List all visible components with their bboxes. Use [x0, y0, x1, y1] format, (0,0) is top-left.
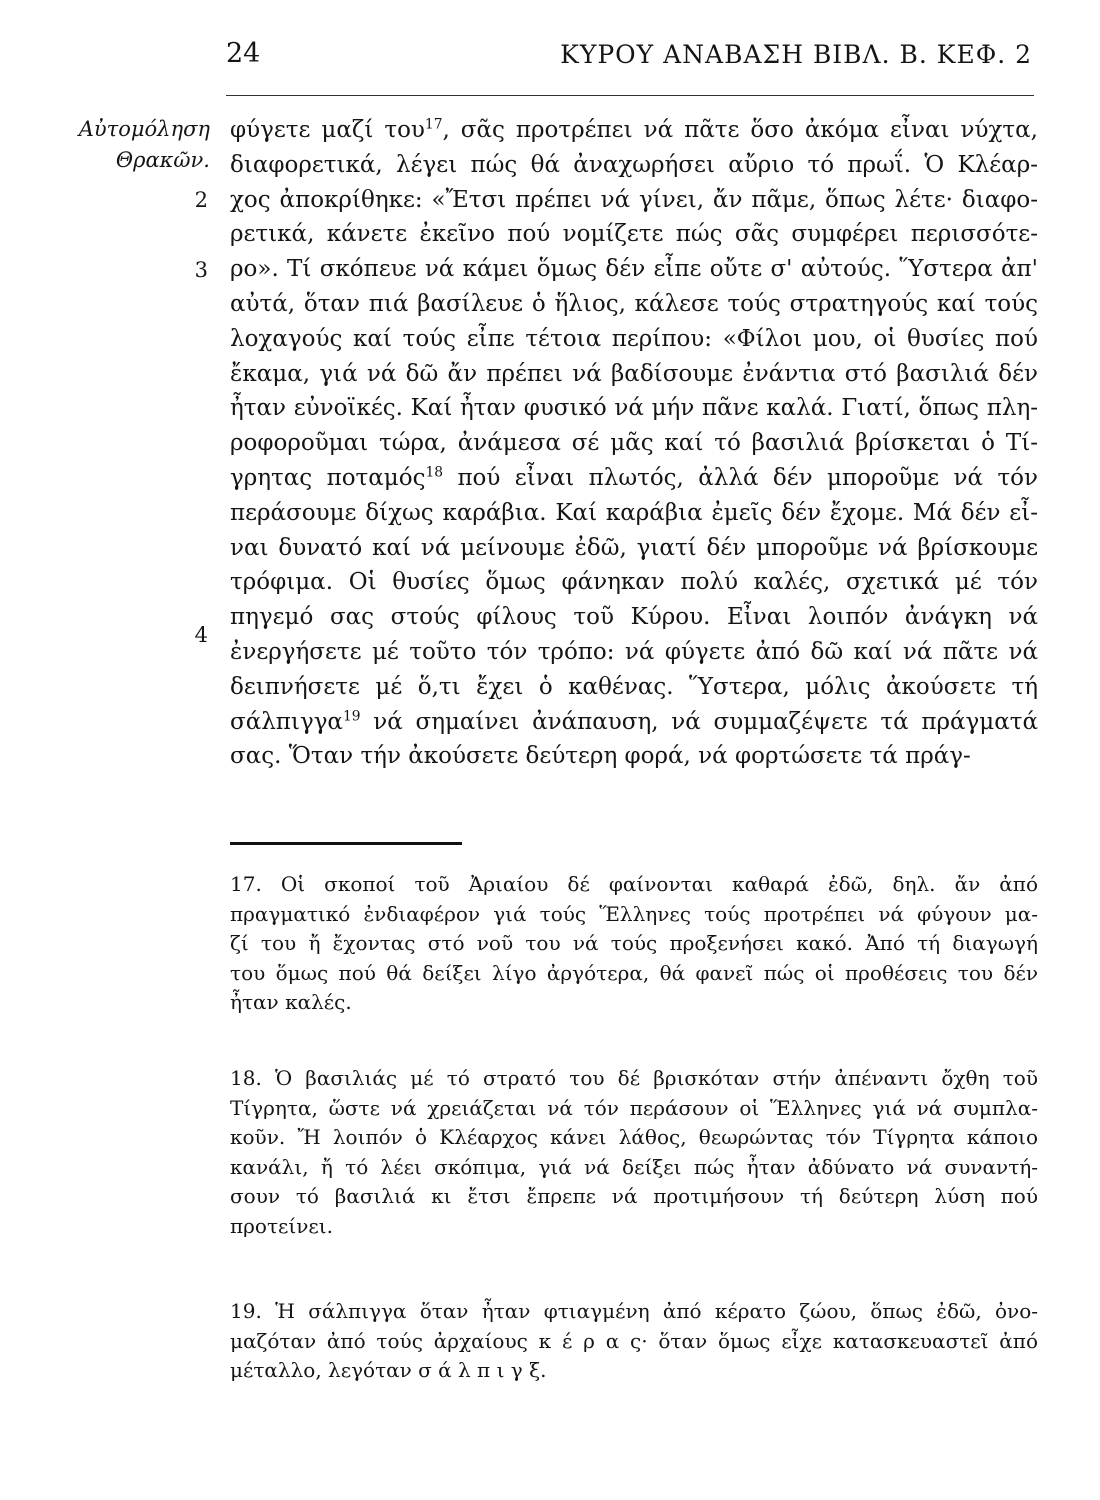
text-line: σας. Ὅταν τήν ἀκούσετε δεύτερη φορά, νά φορτώσετε τά πράγ-: [230, 743, 971, 770]
text-line: περάσουμε δίχως καράβια. Καί καράβια ἐμεῖς δέν ἔχομε. Μά δέν εἶ-: [230, 499, 1038, 526]
verse-number: 4: [194, 623, 208, 647]
margin-note: [40, 114, 210, 176]
text-line: ἦταν εὐνοϊκές. Καί ἦταν φυσικό νά μήν πᾶνε καλά. Γιατί, ὅπως πλη-: [230, 395, 1038, 422]
text-line: ροφοροῦμαι τώρα, ἀνάμεσα σέ μᾶς καί τό βασιλιά βρίσκεται ὁ Τί-: [230, 430, 1038, 457]
footnote-17: [230, 870, 1038, 1018]
text-line: ναι δυνατό καί νά μείνουμε ἐδῶ, γιατί δέν μποροῦμε νά βρίσκουμε: [230, 534, 1038, 561]
header-rule: [226, 95, 1034, 96]
text-line: διαφορετικά, λέγει πώς θά ἀναχωρήσει αὔριο τό πρωΐ. Ὁ Κλέαρ-: [230, 151, 1038, 178]
footnote-18: [230, 1064, 1038, 1241]
body-text: [230, 113, 1038, 774]
footnote-line: Τίγρητα, ὥστε νά χρειάζεται νά τόν περάσουν οἱ Ἕλληνες γιά νά συμπλα-: [230, 1095, 1038, 1120]
text-line: λοχαγούς καί τούς εἶπε τέτοια περίπου: «Φίλοι μου, οἱ θυσίες πού: [230, 325, 1038, 352]
text-line: γρητας ποταμός$^{18}$ πού εἶναι πλωτός, ἀλλά δέν μποροῦμε νά τόν: [230, 464, 1038, 491]
footnote-line: κοῦν. Ἤ λοιπόν ὁ Κλέαρχος κάνει λάθος, θεωρώντας τόν Τίγρητα κάποιο: [230, 1125, 1038, 1149]
text-line: πηγεμό σας στούς φίλους τοῦ Κύρου. Εἶναι λοιπόν ἀνάγκη νά: [230, 604, 1038, 631]
text-line: ἐνεργήσετε μέ τοῦτο τόν τρόπο: νά φύγετε ἀπό δῶ καί νά πᾶτε νά: [230, 638, 1038, 665]
footnote-line: του ὅμως πού θά δείξει λίγο ἀργότερα, θά φανεῖ πώς οἱ προθέσεις του δέν: [230, 960, 1038, 985]
footnote-19: [230, 1297, 1038, 1386]
footnote-line: κανάλι, ἤ τό λέει σκόπιμα, γιά νά δείξει πώς ἦταν ἀδύνατο νά συναντή-: [230, 1154, 1038, 1179]
footnote-ref: 18: [425, 464, 444, 481]
footnote-line: 18. Ὁ βασιλιάς μέ τό στρατό του δέ βρισκόταν στήν ἀπέναντι ὄχθη τοῦ: [230, 1066, 1038, 1090]
text-line: ρετικά, κάνετε ἐκεῖνο πού νομίζετε πώς σᾶς συμφέρει περισσότε-: [230, 221, 1038, 248]
text-line: σάλπιγγα$^{19}$ νά σημαίνει ἀνάπαυση, νά συμμαζέψετε τά πράγματά: [230, 707, 1038, 735]
footnote-line: 19. Ἡ σάλπιγγα ὅταν ἦταν φτιαγμένη ἀπό κέρατο ζώου, ὅπως ἐδῶ, ὀνο-: [230, 1299, 1038, 1323]
footnote-line: προτείνει.: [230, 1213, 333, 1238]
text-line: ρο». Τί σκόπευε νά κάμει ὅμως δέν εἶπε οὔτε σ' αὐτούς. Ὕστερα ἀπ': [230, 256, 1038, 283]
text-line: τρόφιμα. Οἱ θυσίες ὅμως φάνηκαν πολύ καλές, σχετικά μέ τόν: [230, 569, 1038, 596]
text-line: αὐτά, ὅταν πιά βασίλευε ὁ ἥλιος, κάλεσε τούς στρατηγούς καί τούς: [230, 290, 1038, 317]
footnote-line: μαζόταν ἀπό τούς ἀρχαίους κ έ ρ α ς· ὅταν ὅμως εἶχε κατασκευαστεῖ ἀπό: [230, 1328, 1038, 1353]
page-number: 24: [226, 38, 261, 69]
margin-note-line: Θρακῶν.: [115, 148, 210, 172]
text-line: δειπνήσετε μέ ὅ,τι ἔχει ὁ καθένας. Ὕστερα, μόλις ἀκούσετε τή: [230, 673, 1038, 700]
footnote-line: ζί του ἤ ἔχοντας στό νοῦ του νά τούς προξενήσει κακό. Ἀπό τή διαγωγή: [230, 931, 1038, 955]
footnote-line: μέταλλο, λεγόταν σ ά λ π ι γ ξ.: [230, 1358, 547, 1382]
footnote-line: σουν τό βασιλιά κι ἔτσι ἔπρεπε νά προτιμήσουν τή δεύτερη λύση πού: [230, 1184, 1038, 1208]
footnote-line: πραγματικό ἐνδιαφέρον γιά τούς Ἕλληνες τούς προτρέπει νά φύγουν μα-: [230, 901, 1038, 926]
verse-number: 2: [194, 188, 208, 212]
footnote-line: 17. Οἱ σκοποί τοῦ Ἀριαίου δέ φαίνονται καθαρά ἐδῶ, δηλ. ἄν ἀπό: [230, 872, 1038, 896]
footnote-separator: [230, 842, 462, 845]
text-line: χος ἀποκρίθηκε: «Ἔτσι πρέπει νά γίνει, ἄν πᾶμε, ὅπως λέτε· διαφο-: [230, 186, 1038, 213]
margin-note-line: Αὐτομόληση: [78, 117, 210, 141]
running-head: ΚΥΡΟΥ ΑΝΑΒΑΣΗ ΒΙΒΛ. Β. ΚΕΦ. 2: [560, 40, 1032, 69]
text-line: φύγετε μαζί του$^{17}$, σᾶς προτρέπει νά πᾶτε ὅσο ἀκόμα εἶναι νύχτα,: [230, 116, 1038, 143]
verse-number: 3: [194, 258, 208, 282]
text-line: ἔκαμα, γιά νά δῶ ἄν πρέπει νά βαδίσουμε ἐνάντια στό βασιλιά δέν: [230, 360, 1038, 387]
footnote-ref: 19: [342, 707, 361, 724]
footnote-line: ἦταν καλές.: [230, 990, 352, 1014]
footnote-ref: 17: [424, 116, 443, 133]
